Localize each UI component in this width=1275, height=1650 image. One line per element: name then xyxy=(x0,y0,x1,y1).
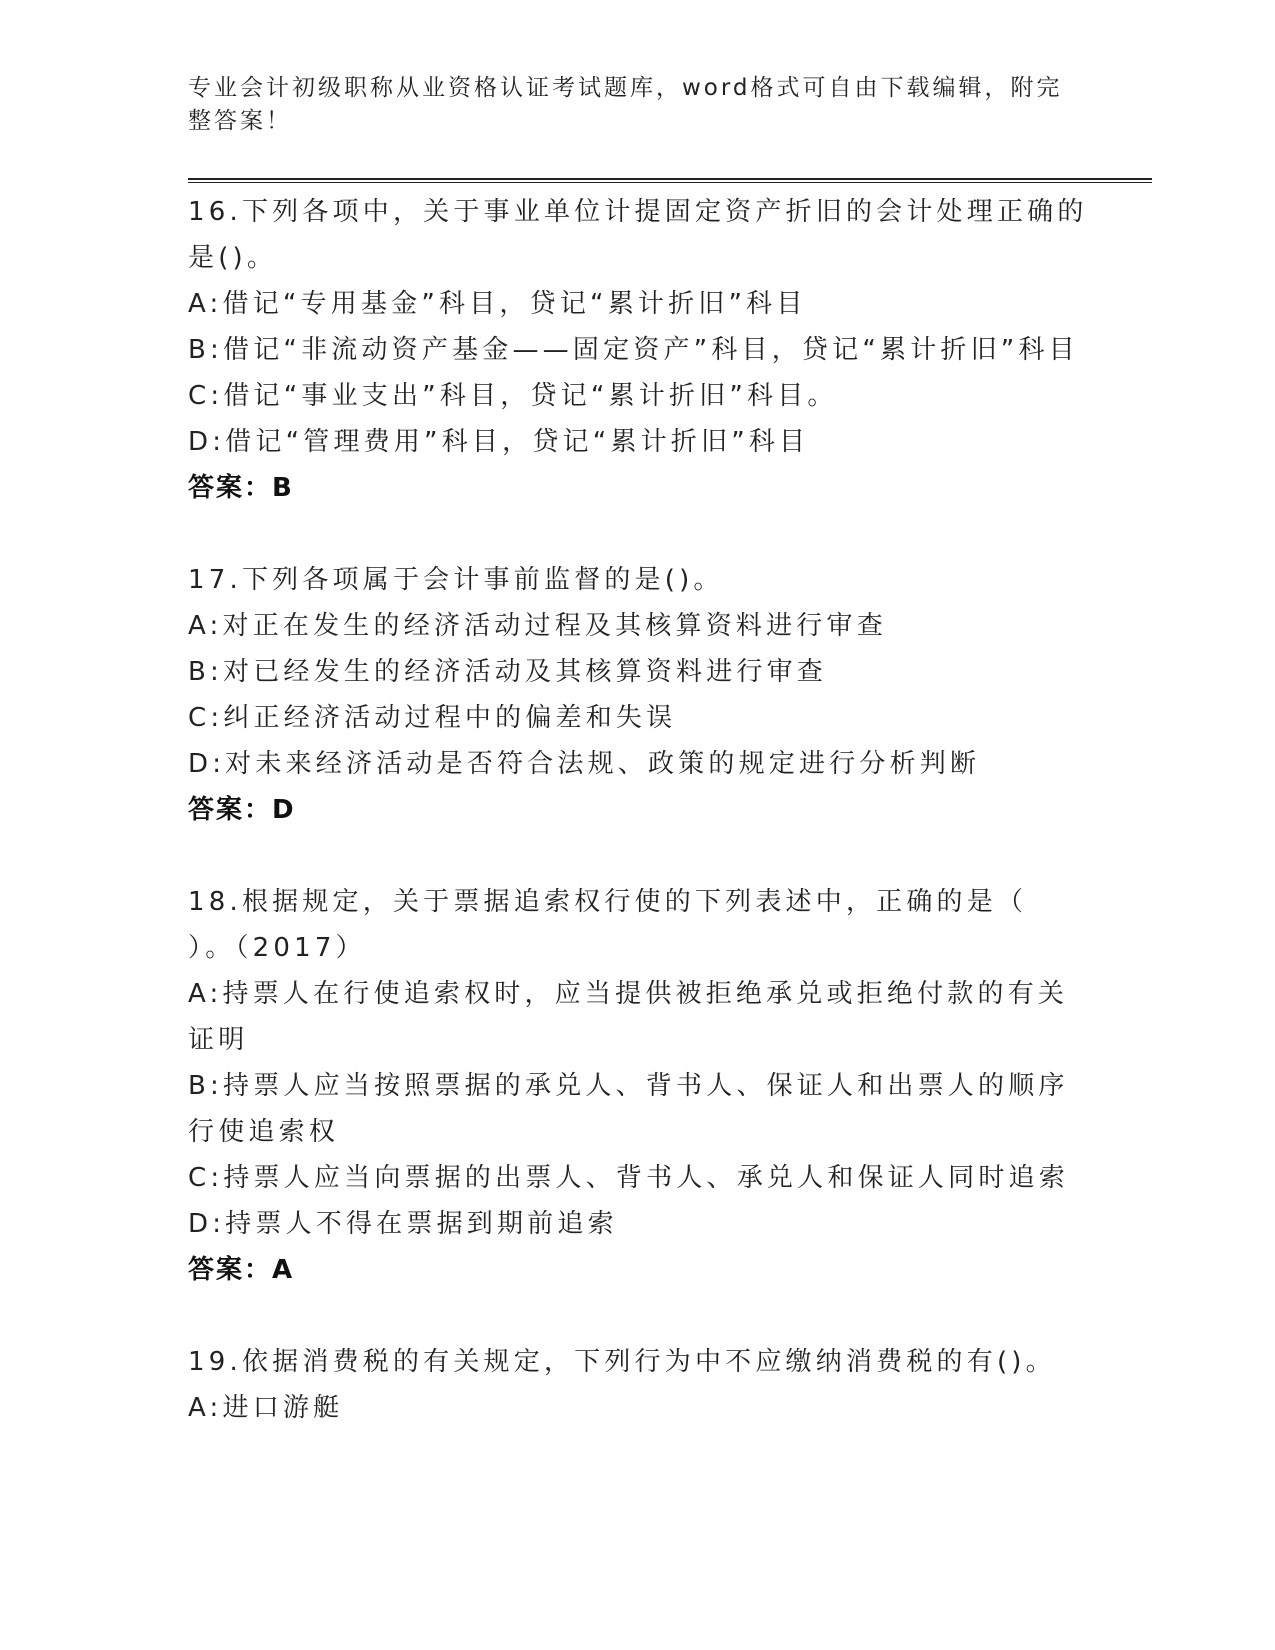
option-b: B:对已经发生的经济活动及其核算资料进行审查 xyxy=(188,657,827,687)
question-block xyxy=(188,189,1088,511)
option-d: D:持票人不得在票据到期前追索 xyxy=(188,1209,618,1239)
question-block xyxy=(188,1339,1088,1431)
question-block xyxy=(188,879,1088,1293)
document-header: 专业会计初级职称从业资格认证考试题库，word格式可自由下载编辑，附完整答案！ xyxy=(188,75,1063,134)
option-c: C:纠正经济活动过程中的偏差和失误 xyxy=(188,703,677,733)
answer-label: 答案：B xyxy=(188,473,294,503)
question-stem: 18.根据规定，关于票据追索权行使的下列表述中，正确的是（ ）。（2017） xyxy=(188,887,1088,963)
option-c: C:持票人应当向票据的出票人、背书人、承兑人和保证人同时追索 xyxy=(188,1163,1069,1193)
option-d: D:对未来经济活动是否符合法规、政策的规定进行分析判断 xyxy=(188,749,981,779)
question-stem: 17.下列各项属于会计事前监督的是()。 xyxy=(188,565,724,595)
option-a: A:对正在发生的经济活动过程及其核算资料进行审查 xyxy=(188,611,887,641)
question-stem: 16.下列各项中，关于事业单位计提固定资产折旧的会计处理正确的是()。 xyxy=(188,197,1088,273)
answer-label: 答案：A xyxy=(188,1255,295,1285)
header-divider xyxy=(188,178,1152,180)
answer-label: 答案：D xyxy=(188,795,296,825)
option-b: B:持票人应当按照票据的承兑人、背书人、保证人和出票人的顺序行使追索权 xyxy=(188,1071,1069,1147)
option-a: A:持票人在行使追索权时，应当提供被拒绝承兑或拒绝付款的有关证明 xyxy=(188,979,1069,1055)
option-b: B:借记“非流动资产基金——固定资产”科目，贷记“累计折旧”科目 xyxy=(188,335,1079,365)
question-stem: 19.依据消费税的有关规定，下列行为中不应缴纳消费税的有()。 xyxy=(188,1347,1056,1377)
option-d: D:借记“管理费用”科目，贷记“累计折旧”科目 xyxy=(188,427,810,457)
header-divider-thin xyxy=(188,182,1152,183)
option-c: C:借记“事业支出”科目，贷记“累计折旧”科目。 xyxy=(188,381,838,411)
question-list xyxy=(188,189,1088,1431)
option-a: A:进口游艇 xyxy=(188,1393,344,1423)
option-a: A:借记“专用基金”科目，贷记“累计折旧”科目 xyxy=(188,289,807,319)
question-block xyxy=(188,557,1088,833)
